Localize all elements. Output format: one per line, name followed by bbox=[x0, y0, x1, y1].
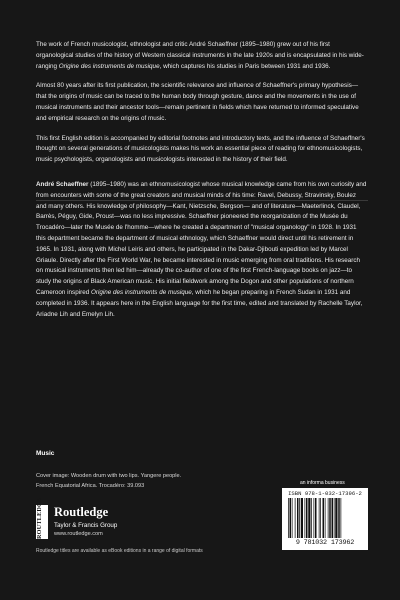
subject-category: Music bbox=[36, 450, 55, 457]
description-paragraph-3: This first English edition is accompanied by editorial footnotes and introductory texts, and the influence of Schaeffner's thought on several generations of musicologists makes his work an essential piece of reading for ethnomusicologists, music psychologists, organologists and musicologists interested in the history of their field. bbox=[36, 134, 365, 164]
isbn-label: ISBN 978-1-032-17396-2 bbox=[288, 490, 362, 497]
author-name: André Schaeffner bbox=[36, 180, 89, 188]
ebook-footnote: Routledge titles are available as eBook editions in a range of digital formats bbox=[36, 548, 203, 554]
cover-credit-line-1: Cover image: Wooden drum with two lips. Yangere people. bbox=[36, 473, 182, 479]
author-bio: André Schaeffner (1895–1980) was an ethnomusicologist whose musical knowledge came from his own curiosity and from encounters with some of the great creators and musical minds of his time: Ravel, Debussy, Stravinsky, Boulez and many others. His knowledge of philosophy—Kant, Nietzsche, Bergson— and of literature—Maeterlinck, Claudel, Barrès, Péguy, Gide, Proust—was no less impressive. Schaeffner pioneered the reorganization of the Musée du Trocadéro—later the Musée de l'homme—where he created a department of "musical organology" in 1928. In 1931 this department became the department of musical ethnology, which Schaeffner would direct until his retirement in 1965. In 1931, along with Michel Leiris and others, he participated in the Dakar-Djibouti expedition led by Marcel Griaule. Directly after the First World War, he became interested in music emerging from oral traditions. His research on musical instruments then led him—already the co-author of one of the first French-language books on jazz—to study the origins of Black American music. His initial fieldwork among the Dogon and other populations of northern Cameroon inspired Origine des instruments de musique, which he began preparing in French Sudan in 1931 and completed in 1936. It appears here in the English language for the first time, edited and translated by Rachelle Taylor, Ariadne Lih and Emelyn Lih. bbox=[36, 180, 367, 318]
publisher-logo bbox=[36, 497, 216, 543]
back-cover-blurb bbox=[36, 40, 368, 329]
section-divider bbox=[36, 200, 368, 201]
book-title-italic: Origine des instruments de musique bbox=[58, 62, 160, 70]
publisher-url: www.routledge.com bbox=[54, 531, 103, 537]
routledge-logo-mark: ROUTLEDGE bbox=[36, 505, 48, 539]
informa-tagline: an informa business bbox=[300, 480, 345, 486]
description-paragraph-2: Almost 80 years after its first publication, the scientific relevance and influence of Schaeffner's primary hypothesis—that the origins of music can be traced to the human body through gesture, dance and the movements in the use of musical instruments and their ancestor tools—remain pertinent in fields which have returned to informed speculative and empirical research on the origins of music. bbox=[36, 82, 359, 122]
book-title-italic: Origine des instruments de musique bbox=[90, 288, 192, 296]
cover-credit-line-2: French Equatorial Africa. Trocadéro: 39.093 bbox=[36, 482, 145, 489]
publisher-name: Routledge bbox=[54, 505, 109, 519]
isbn-barcode bbox=[282, 488, 368, 550]
cover-image-credit bbox=[36, 472, 236, 491]
barcode-digits: 9 781032 173962 bbox=[295, 539, 355, 547]
publisher-group: Taylor & Francis Group bbox=[54, 522, 118, 529]
barcode-bars bbox=[288, 498, 362, 538]
description-paragraph-1: The work of French musicologist, ethnologist and critic André Schaeffner (1895–1980) grew out of his first organological studies of the history of Western classical instruments in the late 1920s and is encapsulated in his wide-ranging Origine des instruments de musique, which captures his studies in Paris between 1931 and 1936. bbox=[36, 41, 364, 70]
